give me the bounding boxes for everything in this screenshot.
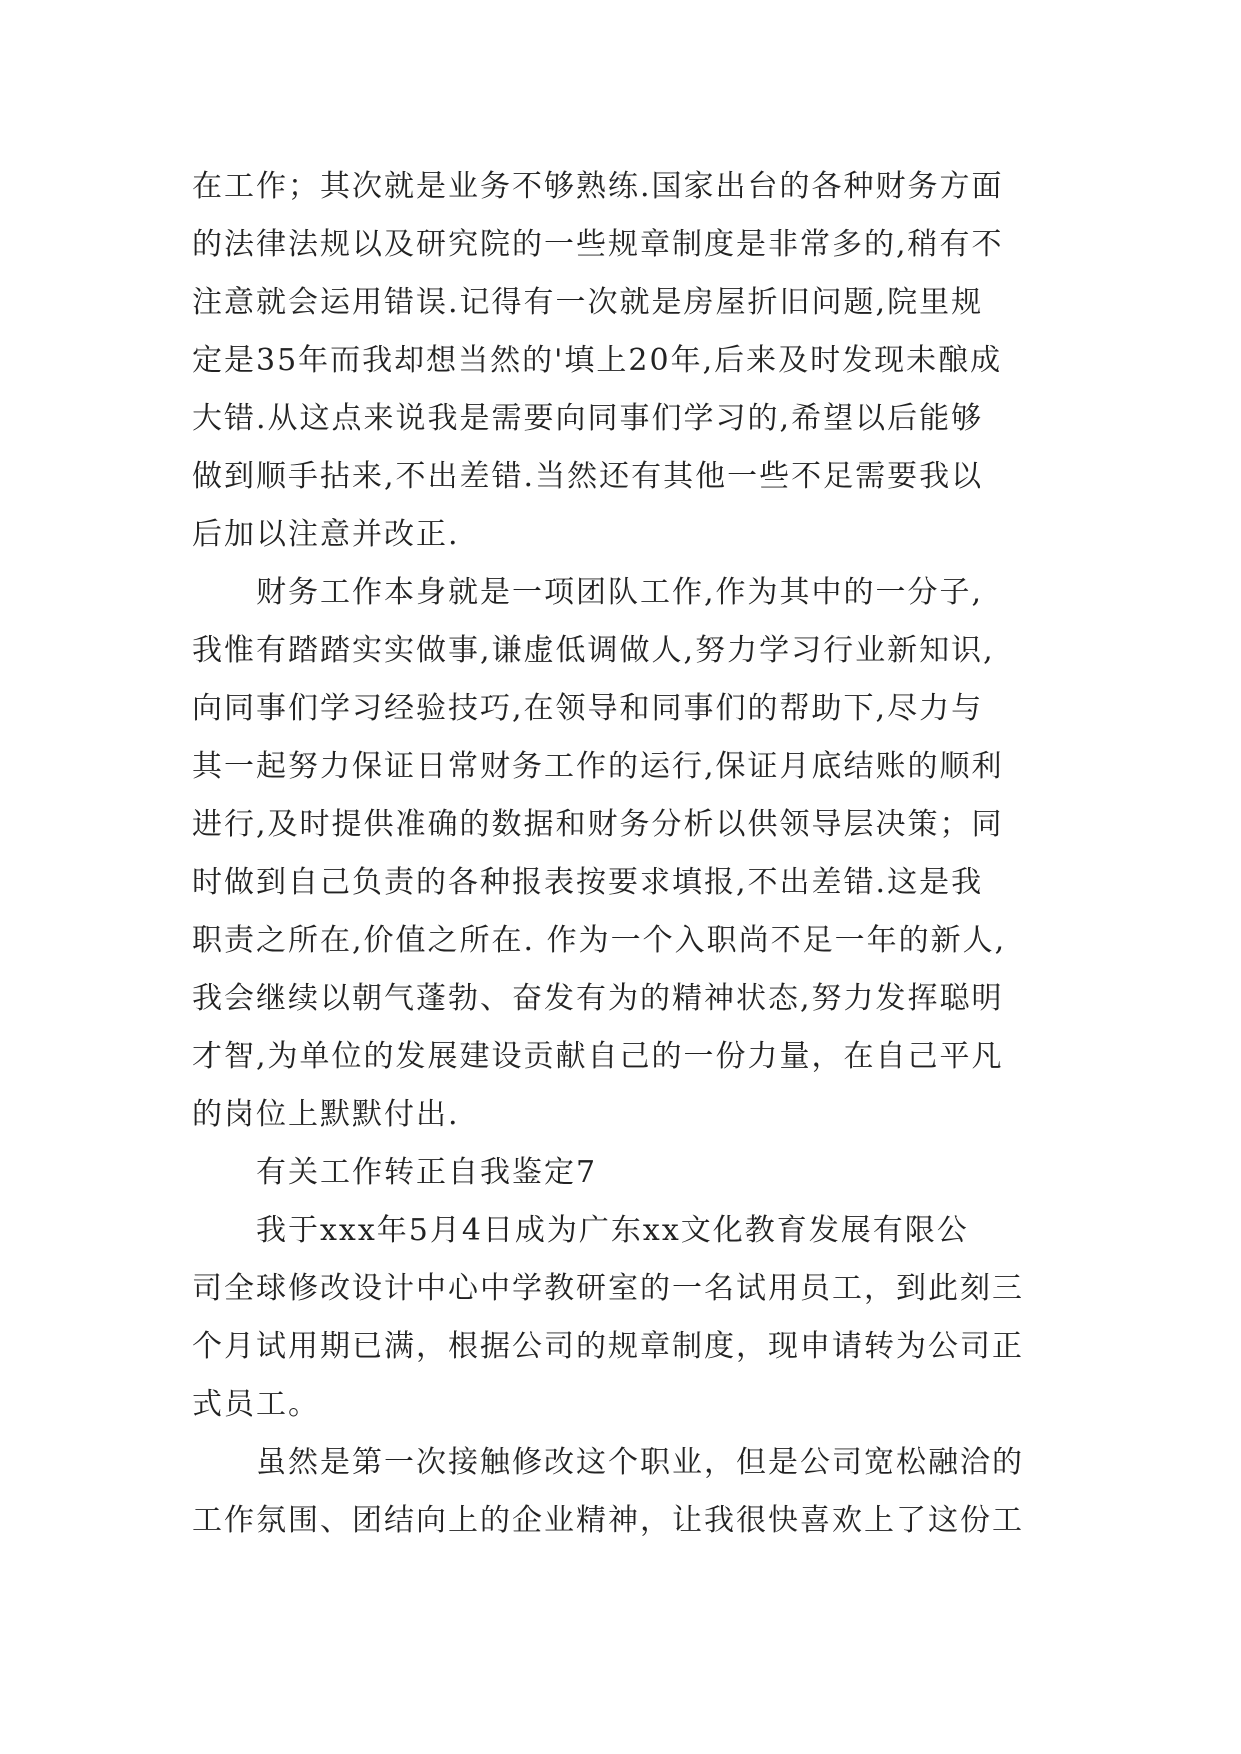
text-line: 司全球修改设计中心中学教研室的一名试用员工，到此刻三 <box>192 1271 1024 1306</box>
text-line: 时做到自己负责的各种报表按要求填报,不出差错.这是我 <box>192 865 984 900</box>
text-line: 财务工作本身就是一项团队工作,作为其中的一分子, <box>256 575 984 610</box>
text-line: 后加以注意并改正. <box>192 517 460 552</box>
text-line: 大错.从这点来说我是需要向同事们学习的,希望以后能够 <box>192 401 984 436</box>
paragraph-finance-team <box>192 564 1072 1144</box>
text-line: 做到顺手拈来,不出差错.当然还有其他一些不足需要我以 <box>192 459 984 494</box>
text-line: 工作氛围、团结向上的企业精神，让我很快喜欢上了这份工 <box>192 1503 1024 1538</box>
document-body <box>192 158 1072 1550</box>
text-line: 才智,为单位的发展建设贡献自己的一份力量，在自己平凡 <box>192 1039 1004 1074</box>
heading-line: 有关工作转正自我鉴定7 <box>256 1155 598 1190</box>
text-line: 的法律法规以及研究院的一些规章制度是非常多的,稍有不 <box>192 227 1004 262</box>
section-heading <box>192 1144 1072 1202</box>
text-line: 我惟有踏踏实实做事,谦虚低调做人,努力学习行业新知识, <box>192 633 995 668</box>
text-line: 进行,及时提供准确的数据和财务分析以供领导层决策；同 <box>192 807 1004 842</box>
text-line: 式员工。 <box>192 1387 320 1422</box>
paragraph-first-contact <box>192 1434 1072 1550</box>
text-line: 其一起努力保证日常财务工作的运行,保证月底结账的顺利 <box>192 749 1004 784</box>
text-line: 在工作；其次就是业务不够熟练.国家出台的各种财务方面 <box>192 169 1004 204</box>
text-line: 我于xxx年5月4日成为广东xx文化教育发展有限公 <box>256 1213 969 1248</box>
text-line: 职责之所在,价值之所在. 作为一个入职尚不足一年的新人, <box>192 923 1007 958</box>
paragraph-probation <box>192 1202 1072 1434</box>
text-line: 定是35年而我却想当然的'填上20年,后来及时发现未酿成 <box>192 343 1003 378</box>
text-line: 向同事们学习经验技巧,在领导和同事们的帮助下,尽力与 <box>192 691 984 726</box>
paragraph-continuation <box>192 158 1072 564</box>
text-line: 的岗位上默默付出. <box>192 1097 460 1132</box>
text-line: 注意就会运用错误.记得有一次就是房屋折旧问题,院里规 <box>192 285 984 320</box>
text-line: 虽然是第一次接触修改这个职业，但是公司宽松融洽的 <box>256 1445 1024 1480</box>
text-line: 我会继续以朝气蓬勃、奋发有为的精神状态,努力发挥聪明 <box>192 981 1004 1016</box>
text-line: 个月试用期已满，根据公司的规章制度，现申请转为公司正 <box>192 1329 1024 1364</box>
